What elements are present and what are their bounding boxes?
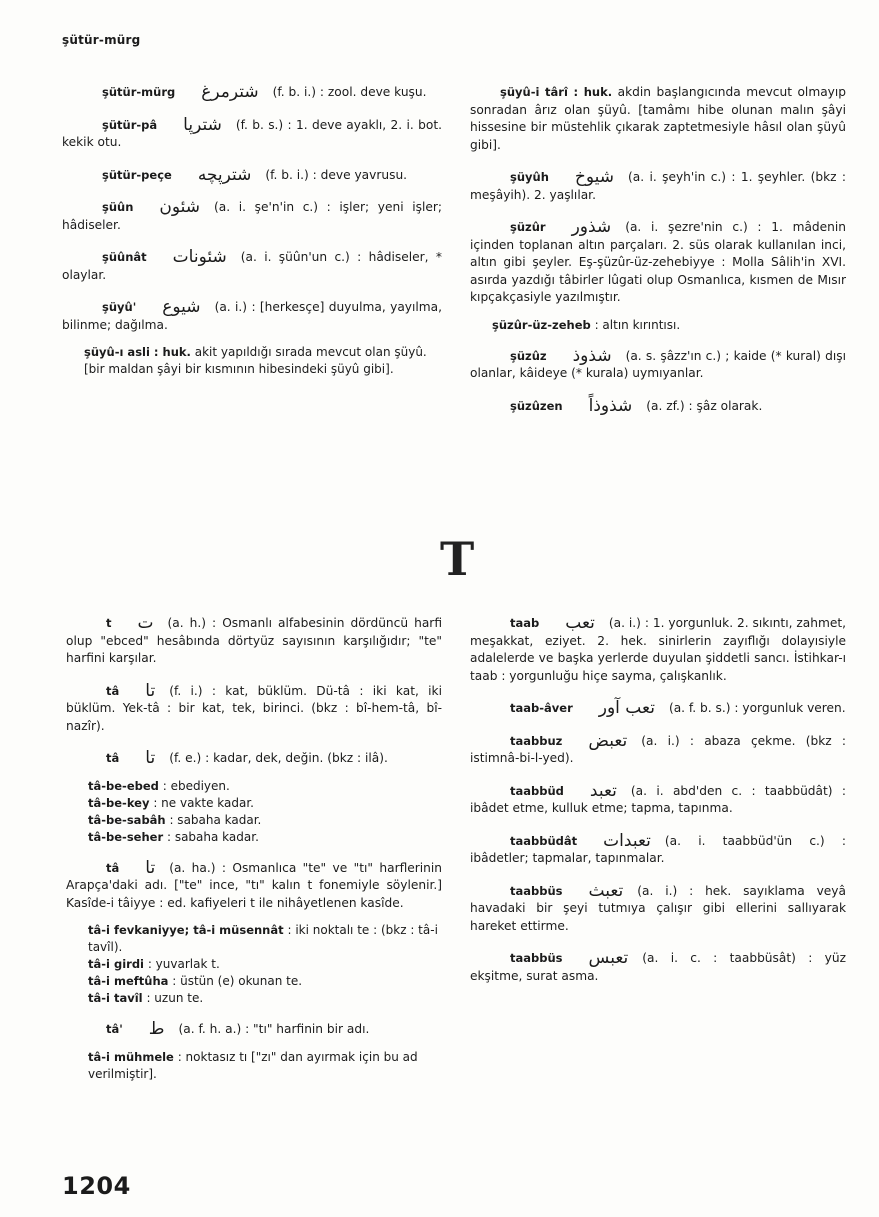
headword: tâ' xyxy=(106,1022,123,1036)
definition: (a. i. şüûn'un c.) : hâdiseler, * olaylar. xyxy=(62,250,442,282)
definition: akdin başlangıcında mevcut olmayıp sonradan ârız olan şüyû. [tamâmı hibe olunan malın şâyi hissesine bir müstehlik çıkarak zaptetmesiyle hâsıl olan şüyû gibi]. xyxy=(470,85,846,152)
arabic-script: ت xyxy=(137,613,154,633)
sub-headword: şüyû-ı asli : huk. xyxy=(84,345,191,359)
definition: (a. i.) : 1. yorgunluk. 2. sıkıntı, zahmet, meşakkat, eziyet. 2. hek. sinirlerin zayıflığı dolayısiyle adalelerde ve başka yerlerde duyulan şiddetli sancı. İstihkar-ı taab : yorgunluğu hiçe sayma, çalışkanlık. xyxy=(470,616,846,683)
sub-entry-list xyxy=(66,778,442,846)
sub-entry xyxy=(88,795,442,812)
entry xyxy=(470,700,846,718)
sub-entry xyxy=(88,922,442,956)
headword: şüûnât xyxy=(102,250,147,264)
headword: taabbüs xyxy=(510,951,563,965)
sub-entry xyxy=(88,812,442,829)
definition: (f. i.) : kat, büklüm. Dü-tâ : iki kat, iki büklüm. Yek-tâ : bir kat, tek, birinci. (bkz : bî-hem-tâ, bî- nazîr). xyxy=(66,683,442,733)
sub-definition: : sabaha kadar. xyxy=(166,829,259,844)
sub-definition: : ne vakte kadar. xyxy=(153,795,254,810)
headword: şüzûzen xyxy=(510,398,563,413)
running-head: şütür-mürg xyxy=(62,33,141,47)
section-letter: T xyxy=(440,532,475,586)
sub-definition: : noktasız tı ["zı" dan ayırmak için bu ad verilmiştir]. xyxy=(88,1049,418,1081)
sub-entry xyxy=(88,956,442,973)
sub-definition: : altın kırıntısı. xyxy=(594,317,681,332)
sub-definition: : ebediyen. xyxy=(162,778,230,793)
entry xyxy=(66,857,442,913)
definition: (a. i. şeyh'in c.) : 1. şeyhler. (bkz : meşâyih). 2. yaşlılar. xyxy=(470,170,846,202)
sub-entry xyxy=(84,344,442,378)
headword: şüzûz xyxy=(510,348,547,363)
headword: şüzûr xyxy=(510,220,546,234)
entry xyxy=(470,730,846,768)
left-column-bottom xyxy=(66,615,442,1083)
entry xyxy=(470,345,846,383)
definition: (a. h.) : Osmanlı alfabesinin dördüncü harfi olup "ebced" hesâbında dörtyüz sayısının karşılığıdır; "te" harfini karşılar. xyxy=(66,616,442,665)
arabic-script: تعب آور xyxy=(598,698,655,718)
definition: (a. i. taabbüd'ün c.) : ibâdetler; tapmalar, tapınmalar. xyxy=(470,833,846,865)
arabic-script: شذوذاً xyxy=(588,395,633,416)
sub-headword: şüzûr-üz-zeheb xyxy=(492,317,591,332)
headword: şüyû' xyxy=(102,300,137,314)
arabic-script: تعبث xyxy=(588,880,624,901)
entry xyxy=(66,750,442,768)
definition: (a. ha.) : Osmanlıca "te" ve "tı" harflerinin Arapça'daki adı. ["te" ince, "tı" kalın t fonemiyle söylenir.] Kasîde-i tâiyye : ed. kafiyeleri t ile nihâyetlenen kasîde. xyxy=(66,860,442,910)
entry xyxy=(470,169,846,204)
definition: (a. i.) : [herkesçe] duyulma, yayılma, bilinme; dağılma. xyxy=(62,300,442,332)
sub-headword: tâ-i meftûha xyxy=(88,974,169,988)
arabic-script: ط xyxy=(148,1019,165,1039)
arabic-script: شترپا xyxy=(183,114,222,135)
definition: (a. i.) : hek. sayıklama veyâ havadaki bir şeyi tutmıya çalışır gibi ellerini sallıyarak hareket ettirme. xyxy=(470,883,846,933)
entry xyxy=(62,199,442,234)
sub-headword: tâ-be-sabâh xyxy=(88,812,166,827)
sub-headword: tâ-be-key xyxy=(88,795,150,810)
sub-entry xyxy=(492,317,846,334)
entry xyxy=(62,299,442,334)
headword: tâ xyxy=(106,683,120,698)
entry xyxy=(66,1021,442,1039)
headword: tâ xyxy=(106,860,120,875)
headword: taabbüd xyxy=(510,783,564,798)
arabic-script: تا xyxy=(145,857,156,878)
sub-headword: tâ-i girdi xyxy=(88,957,144,971)
left-column-top xyxy=(62,84,442,378)
sub-entry xyxy=(88,990,442,1007)
arabic-script: تعبض xyxy=(588,730,628,751)
sub-entry xyxy=(88,1049,442,1083)
sub-entry xyxy=(88,778,442,795)
entry xyxy=(62,84,442,102)
entry xyxy=(66,680,442,736)
definition: (a. zf.) : şâz olarak. xyxy=(646,398,763,413)
definition: (f. e.) : kadar, dek, değin. (bkz : ilâ). xyxy=(169,751,388,765)
definition: (a. i. şe'n'in c.) : işler; yeni işler; hâdiseler. xyxy=(62,200,442,232)
headword: taabbüdât xyxy=(510,833,578,848)
arabic-script: شذور xyxy=(571,217,612,237)
sub-headword: tâ-i tavîl xyxy=(88,991,143,1005)
sub-headword: tâ-i mühmele xyxy=(88,1049,174,1064)
entry xyxy=(470,880,846,936)
arabic-script: تعبد xyxy=(589,780,617,801)
headword: tâ xyxy=(106,751,120,765)
sub-definition: : üstün (e) okunan te. xyxy=(172,974,303,988)
arabic-script: تعبس xyxy=(588,948,629,968)
right-column-bottom xyxy=(470,615,846,1000)
sub-definition: akit yapıldığı sırada mevcut olan şüyû. [bir maldan şâyi bir kısmının hibesindeki şüyû gibi]. xyxy=(84,345,427,376)
definition: (a. i.) : abaza çekme. (bkz : istimnâ-bi-l-yed). xyxy=(470,733,846,765)
arabic-script: تا xyxy=(145,680,156,701)
entry xyxy=(62,164,442,185)
headword: şüyûh xyxy=(510,170,549,184)
entry xyxy=(470,395,846,416)
headword: taabbuz xyxy=(510,733,563,748)
entry xyxy=(62,249,442,284)
entry xyxy=(470,950,846,985)
sub-headword: tâ-i fevkaniyye; tâ-i müsennât xyxy=(88,923,284,937)
headword: şüyû-i târî : huk. xyxy=(500,85,613,99)
right-column-top xyxy=(470,84,846,430)
headword: şütür-mürg xyxy=(102,85,176,99)
entry xyxy=(62,114,442,152)
sub-headword: tâ-be-ebed xyxy=(88,778,159,793)
headword: şütür-pâ xyxy=(102,117,158,132)
arabic-script: شيوخ xyxy=(574,167,615,187)
sub-definition: : uzun te. xyxy=(146,991,204,1005)
entry xyxy=(470,780,846,818)
definition: (f. b. s.) : 1. deve ayaklı, 2. i. bot. kekik otu. xyxy=(62,117,442,149)
sub-entry xyxy=(88,973,442,990)
definition: (f. b. i.) : zool. deve kuşu. xyxy=(272,85,427,99)
arabic-script: تا xyxy=(145,748,156,768)
sub-definition: : yuvarlak t. xyxy=(147,957,220,971)
sub-definition: : sabaha kadar. xyxy=(169,812,262,827)
arabic-script: شيوع xyxy=(162,297,201,317)
sub-definition: : iki noktalı te : (bkz : tâ-i tavîl). xyxy=(88,923,438,954)
headword: taab-âver xyxy=(510,701,573,715)
headword: şüûn xyxy=(102,200,134,214)
page-number: 1204 xyxy=(62,1172,131,1200)
entry xyxy=(470,615,846,685)
headword: t xyxy=(106,616,112,630)
definition: (f. b. i.) : deve yavrusu. xyxy=(265,167,408,182)
entry xyxy=(470,830,846,868)
definition: (a. f. b. s.) : yorgunluk veren. xyxy=(668,701,846,715)
arabic-script: شئون xyxy=(159,197,201,217)
definition: (a. i. c. : taabbüsât) : yüz ekşitme, surat asma. xyxy=(470,951,846,983)
headword: taabbüs xyxy=(510,883,563,898)
sub-entry-list xyxy=(66,922,442,1007)
entry xyxy=(66,615,442,668)
headword: taab xyxy=(510,616,540,630)
sub-headword: tâ-be-seher xyxy=(88,829,164,844)
sub-entry xyxy=(88,829,442,846)
arabic-script: شئونات xyxy=(172,247,227,267)
arabic-script: تعبدات xyxy=(603,830,651,851)
headword: şütür-peçe xyxy=(102,167,172,182)
arabic-script: شذوذ xyxy=(572,345,612,366)
entry xyxy=(470,84,846,154)
arabic-script: شترپچه xyxy=(197,164,252,185)
definition: (a. s. şâzz'ın c.) ; kaide (* kural) dışı olanlar, kâideye (* kurala) uymıyanlar. xyxy=(470,348,846,380)
arabic-script: تعب xyxy=(565,613,595,633)
definition: (a. i. abd'den c. : taabbüdât) : ibâdet etme, kulluk etme; tapma, tapınma. xyxy=(470,783,846,815)
definition: (a. f. h. a.) : "tı" harfinin bir adı. xyxy=(178,1022,370,1036)
entry xyxy=(470,219,846,307)
arabic-script: شترمرغ xyxy=(201,82,259,102)
definition: (a. i. şezre'nin c.) : 1. mâdenin içinden toplanan altın parçaları. 2. süs olarak kullanılan inci, altın gibi şeyler. Eş-şüzûr-üz-zehebiyye : Molla Sâlih'in XVI. asırda yazdığı tâbirler lûgati olup Osmanlıca, kısmen de Mısır kıpçakçasiyle yazılmıştır. xyxy=(470,220,846,304)
